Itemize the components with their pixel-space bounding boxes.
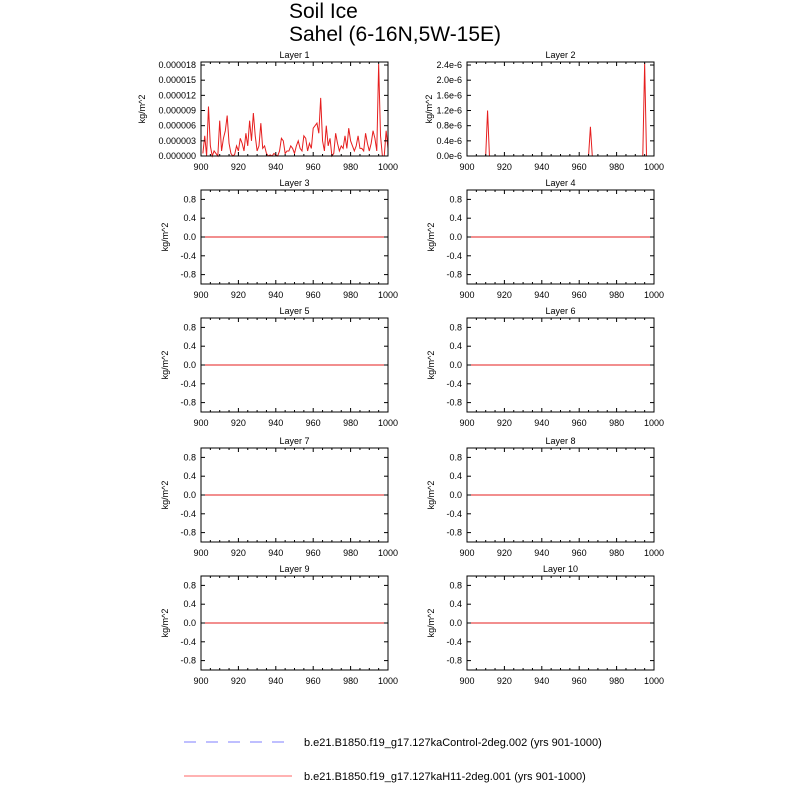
x-tick-label: 1000 <box>643 676 665 686</box>
y-tick-label: 0.0 <box>183 360 196 370</box>
x-tick-label: 920 <box>230 676 246 686</box>
panel-title: Layer 1 <box>279 50 310 60</box>
panel-layer-2 <box>424 50 664 172</box>
y-tick-label: 1.2e-6 <box>436 105 462 116</box>
y-tick-label: 0.4 <box>449 471 462 482</box>
y-tick-label: -0.4 <box>180 636 196 647</box>
x-tick-label: 940 <box>268 418 284 428</box>
y-tick-label: 0.8 <box>183 452 196 463</box>
x-tick-label: 920 <box>230 162 246 172</box>
x-tick-label: 980 <box>343 418 359 428</box>
y-tick-label: 2.4e-6 <box>436 60 462 71</box>
y-tick-label: 0.0 <box>449 618 462 628</box>
panel-layer-7 <box>160 436 398 558</box>
x-tick-label: 940 <box>268 290 284 300</box>
x-tick-label: 900 <box>459 418 475 428</box>
y-tick-label: 0.000018 <box>158 60 196 71</box>
y-tick-label: 0.8 <box>449 580 462 591</box>
y-tick-label: 1.6e-6 <box>436 90 462 101</box>
y-axis-label: kg/m^2 <box>426 608 436 638</box>
x-tick-label: 940 <box>268 162 284 172</box>
y-tick-label: 0.4 <box>183 599 196 610</box>
panels-group <box>137 50 664 686</box>
x-tick-label: 940 <box>534 676 550 686</box>
x-tick-label: 900 <box>459 290 475 300</box>
y-tick-label: 0.8 <box>183 194 196 205</box>
y-tick-label: -0.8 <box>180 655 196 666</box>
x-tick-label: 920 <box>496 418 512 428</box>
x-tick-label: 1000 <box>643 548 665 558</box>
legend <box>184 737 602 783</box>
x-tick-label: 920 <box>230 418 246 428</box>
y-tick-label: -0.8 <box>180 269 196 280</box>
y-axis-label: kg/m^2 <box>426 350 436 380</box>
y-tick-label: -0.8 <box>180 527 196 538</box>
y-tick-label: 0.000015 <box>158 75 196 86</box>
y-tick-label: -0.4 <box>180 378 196 389</box>
x-tick-label: 1000 <box>377 548 399 558</box>
y-tick-label: 0.8 <box>183 322 196 333</box>
x-tick-label: 980 <box>609 162 625 172</box>
y-tick-label: 0.0 <box>183 232 196 242</box>
y-tick-label: -0.4 <box>180 508 196 519</box>
y-tick-label: 0.0 <box>449 490 462 500</box>
y-axis-label: kg/m^2 <box>426 480 436 510</box>
y-tick-label: -0.8 <box>446 397 462 408</box>
title-line-2: Sahel (6-16N,5W-15E) <box>289 23 502 46</box>
x-tick-label: 940 <box>268 676 284 686</box>
y-axis-label: kg/m^2 <box>424 94 434 124</box>
y-axis-label: kg/m^2 <box>160 350 170 380</box>
x-tick-label: 920 <box>496 676 512 686</box>
y-tick-label: -0.4 <box>446 378 462 389</box>
series-experiment-line <box>203 64 388 156</box>
x-tick-label: 940 <box>534 290 550 300</box>
x-tick-label: 900 <box>193 162 209 172</box>
legend-experiment-label: b.e21.B1850.f19_g17.127kaH11-2deg.001 (yrs 901-1000) <box>304 771 586 783</box>
x-tick-label: 960 <box>571 162 587 172</box>
panel-title: Layer 5 <box>279 306 310 316</box>
y-tick-label: 0.4 <box>183 213 196 224</box>
y-tick-label: 0.4 <box>183 471 196 482</box>
x-tick-label: 980 <box>343 548 359 558</box>
panel-layer-9 <box>160 564 398 686</box>
x-tick-label: 960 <box>305 290 321 300</box>
x-tick-label: 940 <box>534 418 550 428</box>
y-tick-label: 0.000000 <box>158 151 196 161</box>
panel-layer-4 <box>426 178 664 300</box>
panel-title: Layer 9 <box>279 564 310 574</box>
y-tick-label: 0.8 <box>449 452 462 463</box>
x-tick-label: 960 <box>305 418 321 428</box>
y-tick-label: 0.000006 <box>158 120 196 131</box>
panel-title: Layer 2 <box>545 50 576 60</box>
x-tick-label: 980 <box>609 676 625 686</box>
y-tick-label: 0.4 <box>449 213 462 224</box>
y-tick-label: 2.0e-6 <box>436 75 462 86</box>
y-axis-label: kg/m^2 <box>426 222 436 252</box>
x-tick-label: 940 <box>534 548 550 558</box>
panel-title: Layer 3 <box>279 178 310 188</box>
x-tick-label: 900 <box>193 290 209 300</box>
y-tick-label: -0.8 <box>446 655 462 666</box>
x-tick-label: 1000 <box>643 162 665 172</box>
y-tick-label: 0.4 <box>449 341 462 352</box>
x-tick-label: 900 <box>459 548 475 558</box>
x-tick-label: 1000 <box>377 676 399 686</box>
y-tick-label: 0.000012 <box>158 90 196 101</box>
y-tick-label: -0.8 <box>446 527 462 538</box>
x-tick-label: 960 <box>571 548 587 558</box>
x-tick-label: 1000 <box>643 418 665 428</box>
y-tick-label: 0.0 <box>183 618 196 628</box>
y-tick-label: 0.0e-6 <box>436 151 462 161</box>
x-tick-label: 980 <box>343 290 359 300</box>
y-tick-label: -0.4 <box>446 636 462 647</box>
x-tick-label: 920 <box>230 548 246 558</box>
x-tick-label: 900 <box>193 548 209 558</box>
plot-frame <box>467 62 654 156</box>
y-tick-label: 0.000009 <box>158 105 196 116</box>
panel-layer-1 <box>137 50 398 172</box>
y-axis-label: kg/m^2 <box>160 222 170 252</box>
x-tick-label: 960 <box>305 162 321 172</box>
y-tick-label: 0.000003 <box>158 135 196 146</box>
y-tick-label: 0.8 <box>183 580 196 591</box>
x-tick-label: 920 <box>496 162 512 172</box>
title-line-1: Soil Ice <box>289 0 358 23</box>
x-tick-label: 920 <box>230 290 246 300</box>
x-tick-label: 960 <box>571 418 587 428</box>
y-tick-label: 0.0 <box>449 360 462 370</box>
x-tick-label: 980 <box>343 676 359 686</box>
y-tick-label: 0.4 <box>183 341 196 352</box>
y-axis-label: kg/m^2 <box>137 94 147 124</box>
panel-title: Layer 7 <box>279 436 310 446</box>
x-tick-label: 940 <box>534 162 550 172</box>
x-tick-label: 900 <box>193 676 209 686</box>
x-tick-label: 920 <box>496 290 512 300</box>
x-tick-label: 1000 <box>377 290 399 300</box>
y-tick-label: -0.4 <box>446 508 462 519</box>
y-tick-label: -0.4 <box>180 250 196 261</box>
panel-title: Layer 4 <box>545 178 576 188</box>
x-tick-label: 1000 <box>643 290 665 300</box>
x-tick-label: 980 <box>343 162 359 172</box>
x-tick-label: 960 <box>305 548 321 558</box>
panel-layer-5 <box>160 306 398 428</box>
panel-title: Layer 6 <box>545 306 576 316</box>
x-tick-label: 1000 <box>377 418 399 428</box>
y-tick-label: 0.8 <box>449 322 462 333</box>
legend-control-label: b.e21.B1850.f19_g17.127kaControl-2deg.002 (yrs 901-1000) <box>304 737 602 749</box>
y-tick-label: 0.0 <box>449 232 462 242</box>
x-tick-label: 960 <box>571 290 587 300</box>
y-axis-label: kg/m^2 <box>160 480 170 510</box>
y-tick-label: 0.8e-6 <box>436 120 462 131</box>
x-tick-label: 900 <box>459 676 475 686</box>
y-tick-label: 0.8 <box>449 194 462 205</box>
x-tick-label: 920 <box>496 548 512 558</box>
x-tick-label: 1000 <box>377 162 399 172</box>
y-tick-label: -0.8 <box>446 269 462 280</box>
x-tick-label: 980 <box>609 290 625 300</box>
y-tick-label: -0.8 <box>180 397 196 408</box>
x-tick-label: 960 <box>305 676 321 686</box>
panel-title: Layer 10 <box>542 564 579 574</box>
x-tick-label: 980 <box>609 548 625 558</box>
panel-title: Layer 8 <box>545 436 576 446</box>
panel-layer-6 <box>426 306 664 428</box>
panel-layer-10 <box>426 564 664 686</box>
x-tick-label: 960 <box>571 676 587 686</box>
y-axis-label: kg/m^2 <box>160 608 170 638</box>
x-tick-label: 900 <box>459 162 475 172</box>
y-tick-label: -0.4 <box>446 250 462 261</box>
x-tick-label: 900 <box>193 418 209 428</box>
y-tick-label: 0.4 <box>449 599 462 610</box>
y-tick-label: 0.0 <box>183 490 196 500</box>
x-tick-label: 980 <box>609 418 625 428</box>
panel-layer-3 <box>160 178 398 300</box>
panel-layer-8 <box>426 436 664 558</box>
x-tick-label: 940 <box>268 548 284 558</box>
series-experiment-line <box>469 63 654 156</box>
y-tick-label: 0.4e-6 <box>436 135 462 146</box>
